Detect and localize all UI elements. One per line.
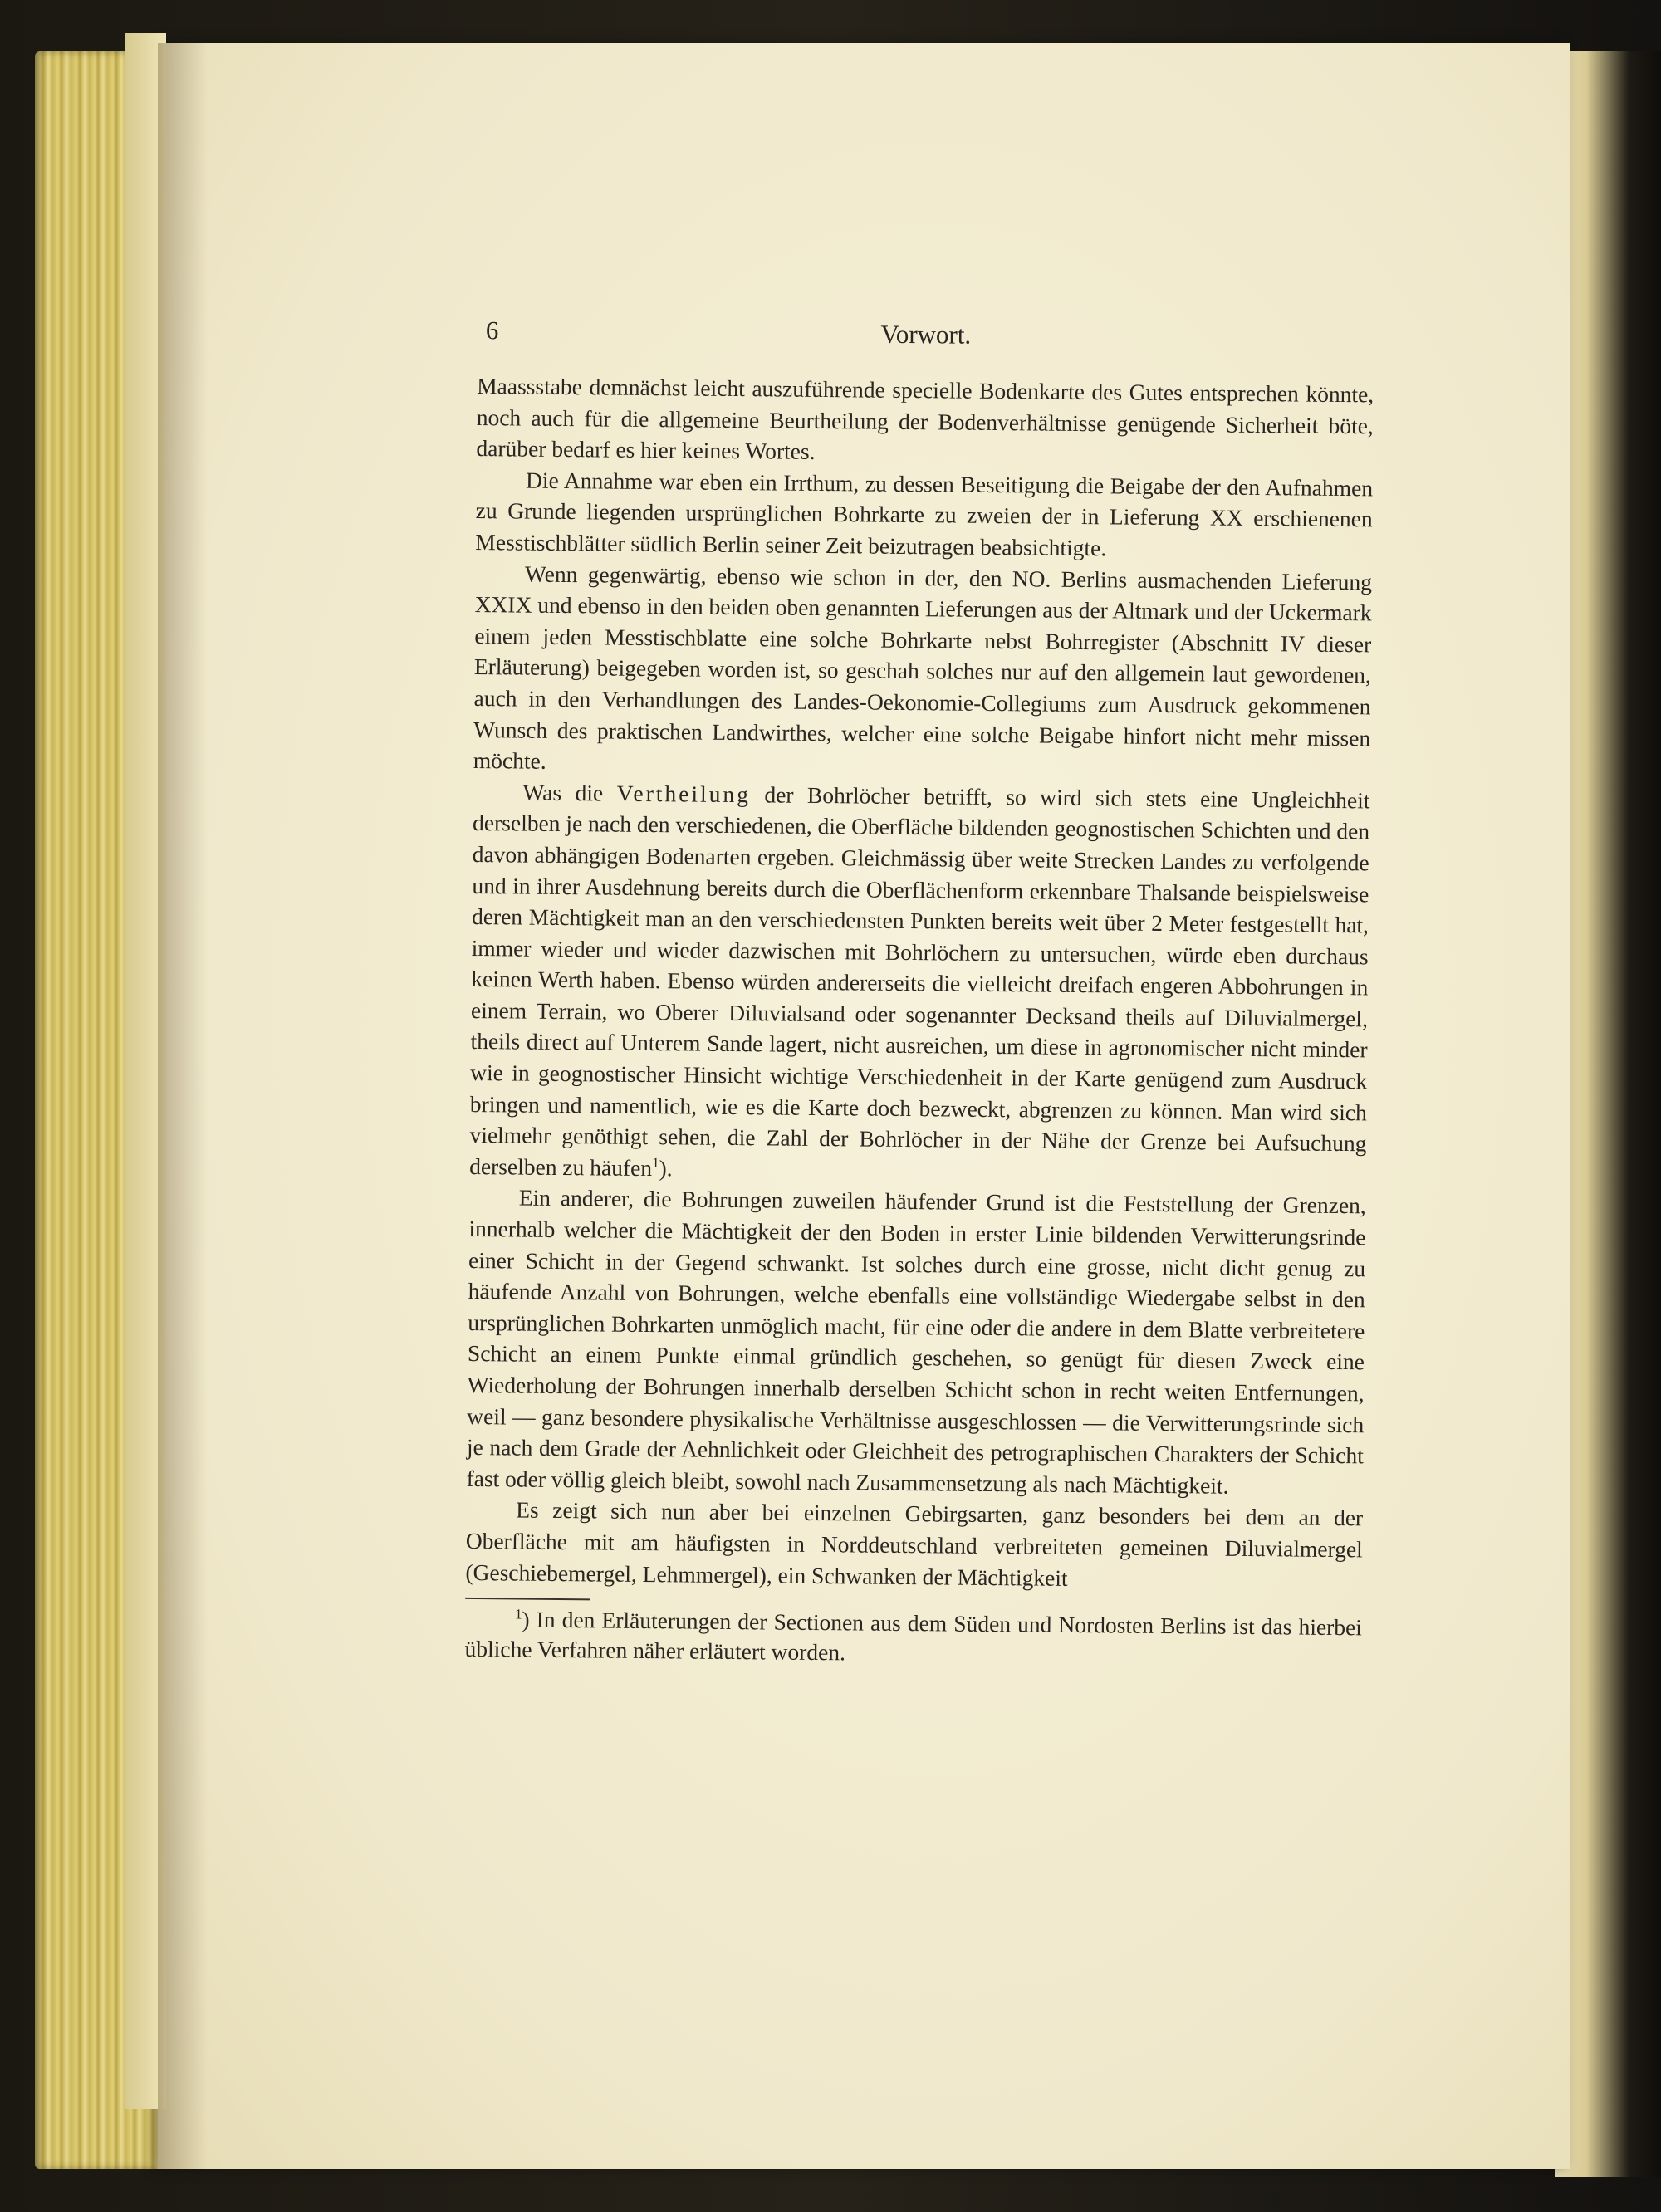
paragraph: Es zeigt sich nun aber bei einzelnen Gebirgsarten, ganz besonders bei dem an der Oberfläche mit am häufigsten in Norddeutschland verbreiteten gemeinen Diluvialmergel (Geschiebemergel, Lehmmergel), ein Schwanken der Mächtigkeit xyxy=(465,1496,1364,1591)
paragraph-lead: Was die xyxy=(522,779,617,806)
footnote-text: ) In den Erläuterungen der Sectionen aus dem Süden und Nordosten Berlins ist das hierbei übliche Verfahren näher erläutert worden. xyxy=(464,1606,1363,1666)
spaced-term: Vertheilung xyxy=(616,780,752,807)
page-header xyxy=(478,316,1374,365)
paragraph: Die Annahme war eben ein Irrthum, zu dessen Beseitigung die Beigabe der den Aufnahmen zu Grunde liegenden ursprünglichen Bohrkarte zu zweien der in Lieferung XX erschienenen Messtischblätter südlich Berlin seiner Zeit beizutragen beabsichtigte. xyxy=(475,467,1374,561)
gutter-shadow xyxy=(158,43,208,2169)
footnote xyxy=(464,1604,1362,1672)
paragraph: Ein anderer, die Bohrungen zuweilen häufender Grund ist die Feststellung der Grenzen, innerhalb welcher die Mächtigkeit der den Boden in erster Linie bildenden Verwitterungsrinde einer Schicht in der Gegend schwankt. Ist solches durch eine grosse, nicht dicht genug zu häufende Anzahl von Bohrungen, welche ebenfalls eine vollständige Wiedergabe selbst in den ursprünglichen Bohrkarten unmöglich macht, für eine oder die andere in dem Blatte verbreitetere Schicht an einem Punkte einmal gründlich geschehen, so genügt für diesen Zweck eine Wiederholung der Bohrungen innerhalb derselben Schicht schon in recht weiten Entfernungen, weil — ganz besondere physikalische Verhältnisse ausgeschlossen — die Verwitterungsrinde sich je nach dem Grade der Aehnlichkeit oder Gleichheit des petrographischen Charakters der Schicht fast oder völlig gleich bleibt, sowohl nach Zusammensetzung als nach Mächtigkeit. xyxy=(466,1184,1366,1499)
footnote-ref: 1 xyxy=(652,1154,659,1171)
paragraph xyxy=(469,776,1370,1191)
paragraph: Maassstabe demnächst leicht auszuführende specielle Bodenkarte des Gutes entsprechen könnte, noch auch für die allgemeine Beurtheilung der Bodenverhältnisse genügende Sicherheit böte, darüber bedarf es hier keines Wortes. xyxy=(476,372,1374,465)
footnote-marker: 1 xyxy=(514,1606,522,1622)
paragraph-body: der Bohrlöcher betrifft, so wird sich stets eine Ungleichheit derselben je nach den verschiedenen, die Oberfläche bildenden geognostischen Schichten und den davon abhängigen Bodenarten ergeben. Gleichmässig über weite Strecken Landes zu verfolgende und in ihrer Ausdehnung bereits durch die Oberflächenform erkennbare Thalsande beispielsweise deren Mächtigkeit man an den verschiedensten Punkten bereits weit über 2 Meter festgestellt hat, immer wieder und wieder dazwischen mit Bohrlöchern zu untersuchen, würde eben durchaus keinen Werth haben. Ebenso würden andererseits die vielleicht dreifach engeren Abbohrungen in einem Terrain, wo Oberer Diluvialsand oder sogenannter Decksand theils auf Diluvialmergel, theils direct auf Unterem Sande lagert, nicht ausreichen, um diese in agronomischer nicht minder wie in geognostischer Hinsicht wichtige Verschiedenheit in der Karte genügend zum Ausdruck bringen und namentlich, wie es die Karte doch bezweckt, abgrenzen zu können. Man wird sich vielmehr genöthigt sehen, die Zahl der Bohrlöcher in der Nähe der Grenze bei Aufsuchung derselben zu häufen xyxy=(469,781,1370,1181)
page-number: 6 xyxy=(485,316,499,345)
page-text-block xyxy=(464,316,1374,1672)
paragraph-tail: ). xyxy=(659,1154,673,1182)
paragraph: Wenn gegenwärtig, ebenso wie schon in der, den NO. Berlins ausmachenden Lieferung XXIX und ebenso in den beiden oben genannten Lieferungen aus der Altmark und der Uckermark einem jeden Messtischblatte eine solche Bohrkarte nebst Bohrregister (Abschnitt IV dieser Erläuterung) beigegeben worden ist, so geschah solches nur auf den allgemein laut gewordenen, auch in den Verhandlungen des Landes-Oekonomie-Collegiums zum Ausdruck gekommenen Wunsch des praktischen Landwirthes, welcher eine solche Beigabe hinfort nicht mehr missen möchte. xyxy=(473,560,1373,774)
running-head: Vorwort. xyxy=(880,319,972,350)
right-page-edge xyxy=(1555,51,1661,2177)
footnote-rule xyxy=(465,1598,590,1600)
